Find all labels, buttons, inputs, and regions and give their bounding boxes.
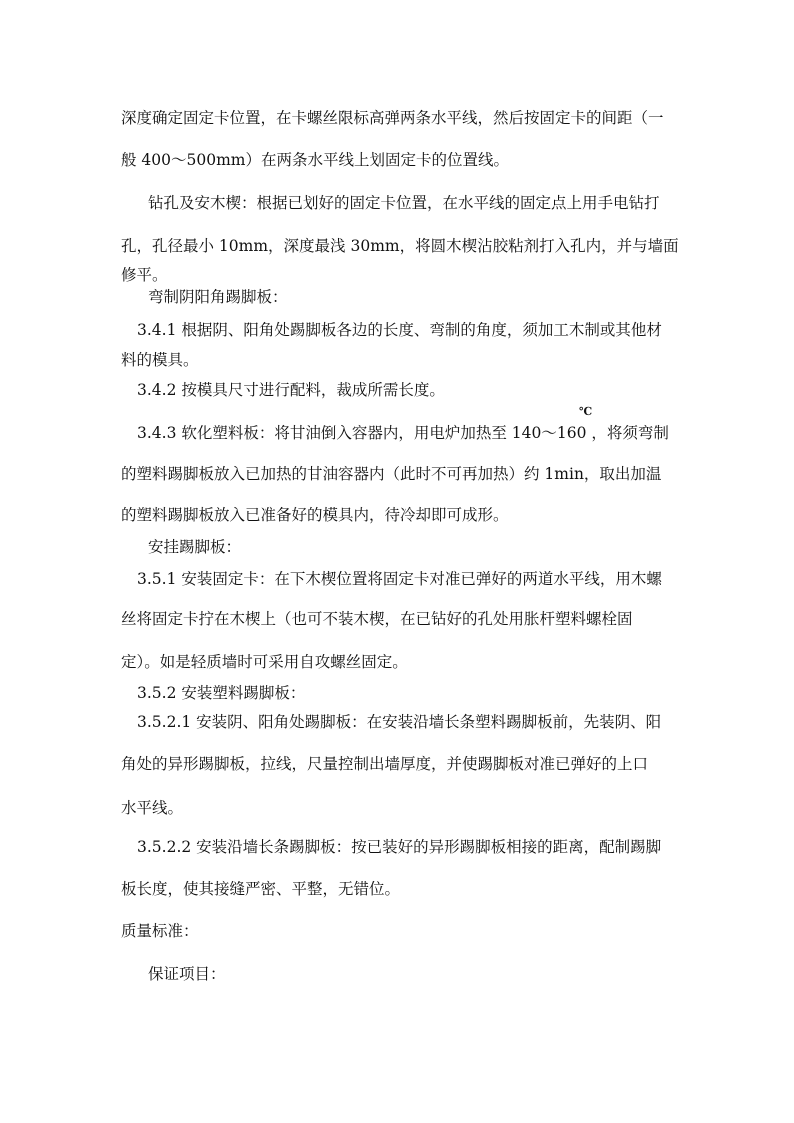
text-line: 料的模具。 bbox=[121, 351, 199, 369]
text-line: 3.5.2 安装塑料踢脚板： bbox=[137, 684, 306, 702]
text-line: 的塑料踢脚板放入已准备好的模具内，待冷却即可成形。 bbox=[121, 506, 509, 524]
degree-celsius-symbol: ℃ bbox=[579, 405, 593, 418]
text-line: 丝将固定卡拧在木楔上（也可不装木楔，在已钻好的孔处用胀杆塑料螺栓固 bbox=[121, 610, 633, 628]
text-line: 定）。如是轻质墙时可采用自攻螺丝固定。 bbox=[121, 653, 408, 671]
text-line: 般 400～500mm）在两条水平线上划固定卡的位置线。 bbox=[121, 151, 509, 169]
section-heading: 质量标准： bbox=[121, 922, 199, 940]
text-line: 水平线。 bbox=[121, 799, 184, 817]
text-line: 3.5.2.2 安装沿墙长条踢脚板：按已装好的异形踢脚板相接的距离，配制踢脚 bbox=[137, 838, 662, 856]
text-line: 3.5.1 安装固定卡：在下木楔位置将固定卡对准已弹好的两道水平线，用木螺 bbox=[137, 570, 662, 588]
text-line: 角处的异形踢脚板，拉线，尺量控制出墙厚度，并使踢脚板对准已弹好的上口 bbox=[121, 755, 649, 773]
text-line: 修平。 bbox=[121, 266, 168, 284]
text-line: 3.4.2 按模具尺寸进行配料，裁成所需长度。 bbox=[137, 381, 445, 399]
text-line: 深度确定固定卡位置，在卡螺丝限标高弹两条水平线，然后按固定卡的间距（一 bbox=[121, 109, 664, 127]
section-heading: 弯制阴阳角踢脚板： bbox=[148, 288, 288, 306]
section-heading: 安挂踢脚板： bbox=[148, 538, 242, 556]
section-heading: 保证项目： bbox=[148, 965, 226, 983]
text-line: 钻孔及安木楔：根据已划好的固定卡位置，在水平线的固定点上用手电钻打 bbox=[148, 194, 660, 212]
text-line: 板长度，使其接缝严密、平整，无错位。 bbox=[121, 880, 401, 898]
text-line: 3.4.1 根据阴、阳角处踢脚板各边的长度、弯制的角度，须加工木制或其他材 bbox=[137, 321, 662, 339]
text-line: 3.4.3 软化塑料板：将甘油倒入容器内，用电炉加热至 140～160 ，将须弯制 bbox=[137, 424, 669, 442]
text-line: 的塑料踢脚板放入已加热的甘油容器内（此时不可再加热）约 1min，取出加温 bbox=[121, 465, 662, 483]
text-line: 3.5.2.1 安装阴、阳角处踢脚板：在安装沿墙长条塑料踢脚板前，先装阴、阳 bbox=[137, 713, 662, 731]
text-line: 孔，孔径最小 10mm，深度最浅 30mm，将圆木楔沾胶粘剂打入孔内，并与墙面 bbox=[121, 237, 679, 255]
